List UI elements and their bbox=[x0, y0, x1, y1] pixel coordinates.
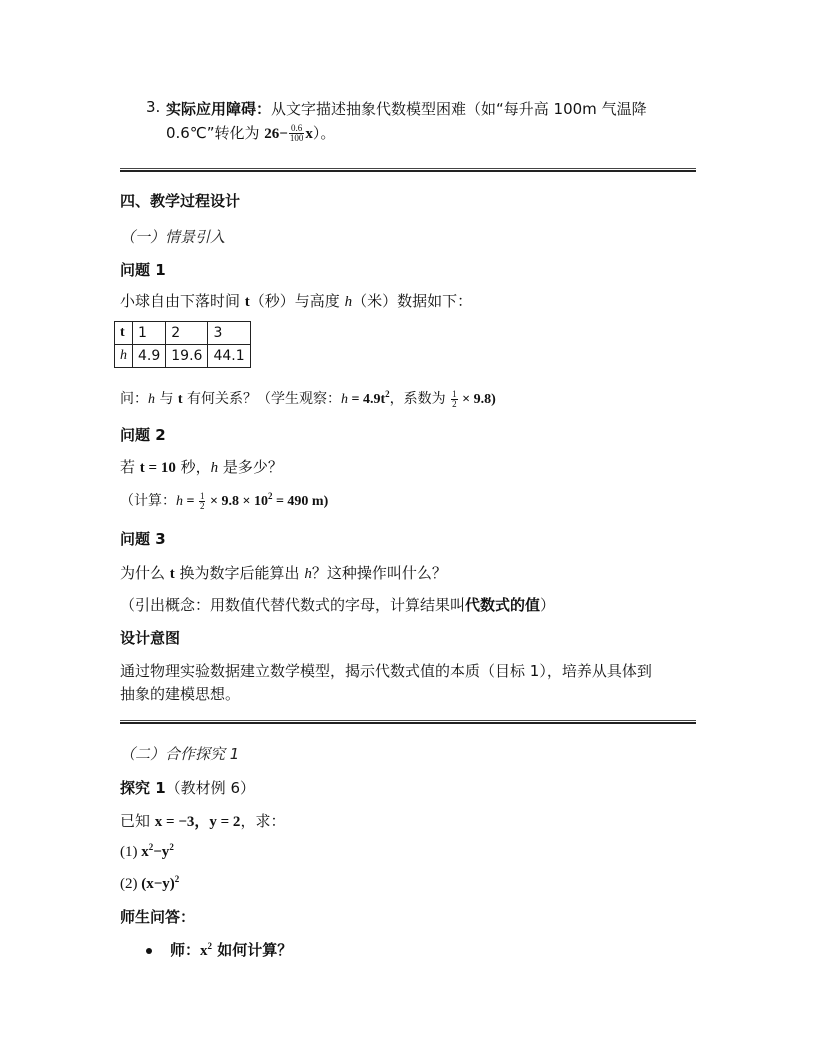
section-heading: 四、教学过程设计 bbox=[120, 192, 241, 210]
exponent: 2 bbox=[169, 842, 174, 852]
ask-text: 有何关系？（学生观察： bbox=[182, 391, 342, 407]
table-cell: 44.1 bbox=[208, 345, 250, 368]
intent-line-1: 通过物理实验数据建立数学模型，揭示代数式值的本质（目标 1），培养从具体到 bbox=[120, 662, 652, 680]
data-table bbox=[114, 321, 251, 368]
ask-text: 与 bbox=[155, 391, 178, 407]
table-cell: t bbox=[115, 322, 133, 345]
fraction-denominator: 2 bbox=[199, 500, 205, 511]
fraction bbox=[199, 492, 206, 511]
ask-text: 问： bbox=[120, 391, 148, 407]
exponent: 2 bbox=[207, 941, 213, 951]
fraction-numerator: 1 bbox=[199, 490, 205, 501]
explore-label: 探究 1 bbox=[120, 779, 166, 797]
var-t: t bbox=[169, 566, 175, 582]
given-condition bbox=[120, 810, 285, 831]
explore-title bbox=[120, 777, 255, 798]
table-cell: 3 bbox=[208, 322, 250, 345]
fraction-numerator: 1 bbox=[452, 388, 457, 399]
concept-text: （引出概念：用数值代替代数式的字母，计算结果叫 bbox=[120, 596, 466, 614]
question-text bbox=[120, 562, 447, 583]
equation: t = 10 bbox=[139, 460, 176, 476]
concept-text: ） bbox=[540, 596, 556, 614]
expression: (x−y) bbox=[141, 876, 175, 892]
table-cell: 19.6 bbox=[166, 345, 208, 368]
fraction-denominator: 100 bbox=[289, 133, 304, 143]
subsection-heading: （二）合作探究 1 bbox=[120, 745, 240, 763]
bullet-icon bbox=[146, 948, 152, 954]
var-h: h bbox=[344, 294, 353, 310]
textbook-ref: （教材例 6） bbox=[165, 779, 255, 797]
exercise-number: (2) bbox=[120, 876, 142, 892]
intro-text: 小球自由下落时间 bbox=[120, 292, 245, 310]
var-t: t bbox=[177, 392, 183, 407]
subsection-heading: （一）情景引入 bbox=[120, 228, 226, 246]
question-text-part: 秒， bbox=[175, 458, 211, 476]
calc-text: （计算： bbox=[120, 493, 176, 509]
fraction bbox=[289, 124, 305, 143]
intro-text: （米）数据如下： bbox=[352, 292, 473, 310]
list-number: 3. bbox=[146, 98, 161, 116]
exponent: 2 bbox=[267, 491, 273, 501]
speaker-label: 师： bbox=[170, 941, 201, 959]
fraction bbox=[451, 390, 458, 409]
exercise-2 bbox=[120, 874, 179, 893]
expression: x bbox=[200, 943, 208, 959]
exercise-number: (1) bbox=[120, 844, 142, 860]
formula-tail: x bbox=[305, 126, 313, 142]
given-text: ，求： bbox=[240, 812, 286, 830]
table-row bbox=[115, 345, 251, 368]
section-divider bbox=[120, 168, 696, 172]
concept-term: 代数式的值 bbox=[465, 596, 541, 614]
equation-tail: × 9.8) bbox=[458, 392, 496, 407]
given-text: 已知 bbox=[120, 812, 155, 830]
exponent: 2 bbox=[174, 874, 180, 884]
section-divider bbox=[120, 720, 696, 724]
fraction-numerator: 0.6 bbox=[289, 124, 305, 134]
question-ask bbox=[120, 388, 496, 409]
exercise-1 bbox=[120, 842, 174, 861]
question-text-part: 为什么 bbox=[120, 564, 170, 582]
dialog-title: 师生问答： bbox=[120, 908, 196, 926]
table-cell: h bbox=[115, 345, 133, 368]
var-h: h bbox=[341, 392, 349, 407]
var-h: h bbox=[176, 494, 183, 509]
exponent: 2 bbox=[148, 842, 154, 852]
difficulty-text: 从文字描述抽象代数模型困难（如“每升高 100m 气温降 bbox=[271, 100, 647, 118]
formula-lead: 26− bbox=[264, 126, 288, 142]
var-h: h bbox=[304, 566, 312, 582]
equals: = bbox=[183, 494, 198, 509]
table-cell: 4.9 bbox=[133, 345, 166, 368]
exponent: 2 bbox=[385, 389, 390, 399]
conversion-end: ）。 bbox=[312, 124, 336, 142]
intro-text: （秒）与高度 bbox=[249, 292, 345, 310]
question-title: 问题 2 bbox=[120, 426, 166, 444]
calculation bbox=[120, 490, 328, 511]
table-row bbox=[115, 322, 251, 345]
question-text bbox=[120, 456, 283, 477]
equation: × 9.8 × 10 bbox=[206, 494, 268, 509]
question-title: 问题 1 bbox=[120, 261, 166, 279]
ask-text: ，系数为 bbox=[389, 391, 451, 407]
bullet-text: 如何计算？ bbox=[212, 941, 293, 959]
expression: −y bbox=[153, 844, 170, 860]
var-h: h bbox=[148, 392, 155, 407]
intent-line-2: 抽象的建模思想。 bbox=[120, 685, 241, 703]
question-text-part: 是多少？ bbox=[218, 458, 283, 476]
var-h: h bbox=[210, 460, 219, 476]
fraction-denominator: 2 bbox=[452, 398, 457, 409]
equation: = 4.9t bbox=[348, 392, 386, 407]
difficulty-label: 实际应用障碍： bbox=[166, 100, 272, 118]
bullet-item bbox=[146, 939, 292, 960]
given-values: x = −3，y = 2 bbox=[154, 814, 241, 830]
question-intro bbox=[120, 290, 472, 311]
question-title: 问题 3 bbox=[120, 530, 166, 548]
question-text-part: 换为数字后能算出 bbox=[174, 564, 305, 582]
expression: x bbox=[141, 844, 149, 860]
intent-title: 设计意图 bbox=[120, 629, 181, 647]
difficulty-item-3 bbox=[166, 98, 647, 119]
conversion-text: 0.6℃”转化为 bbox=[166, 124, 265, 142]
concept-intro bbox=[120, 594, 555, 615]
var-t: t bbox=[244, 294, 250, 310]
question-text-part: 若 bbox=[120, 458, 140, 476]
difficulty-item-3-cont bbox=[166, 122, 335, 143]
table-cell: 2 bbox=[166, 322, 208, 345]
question-text-part: ？这种操作叫什么？ bbox=[311, 564, 447, 582]
equation-tail: = 490 m) bbox=[272, 494, 329, 509]
table-cell: 1 bbox=[133, 322, 166, 345]
